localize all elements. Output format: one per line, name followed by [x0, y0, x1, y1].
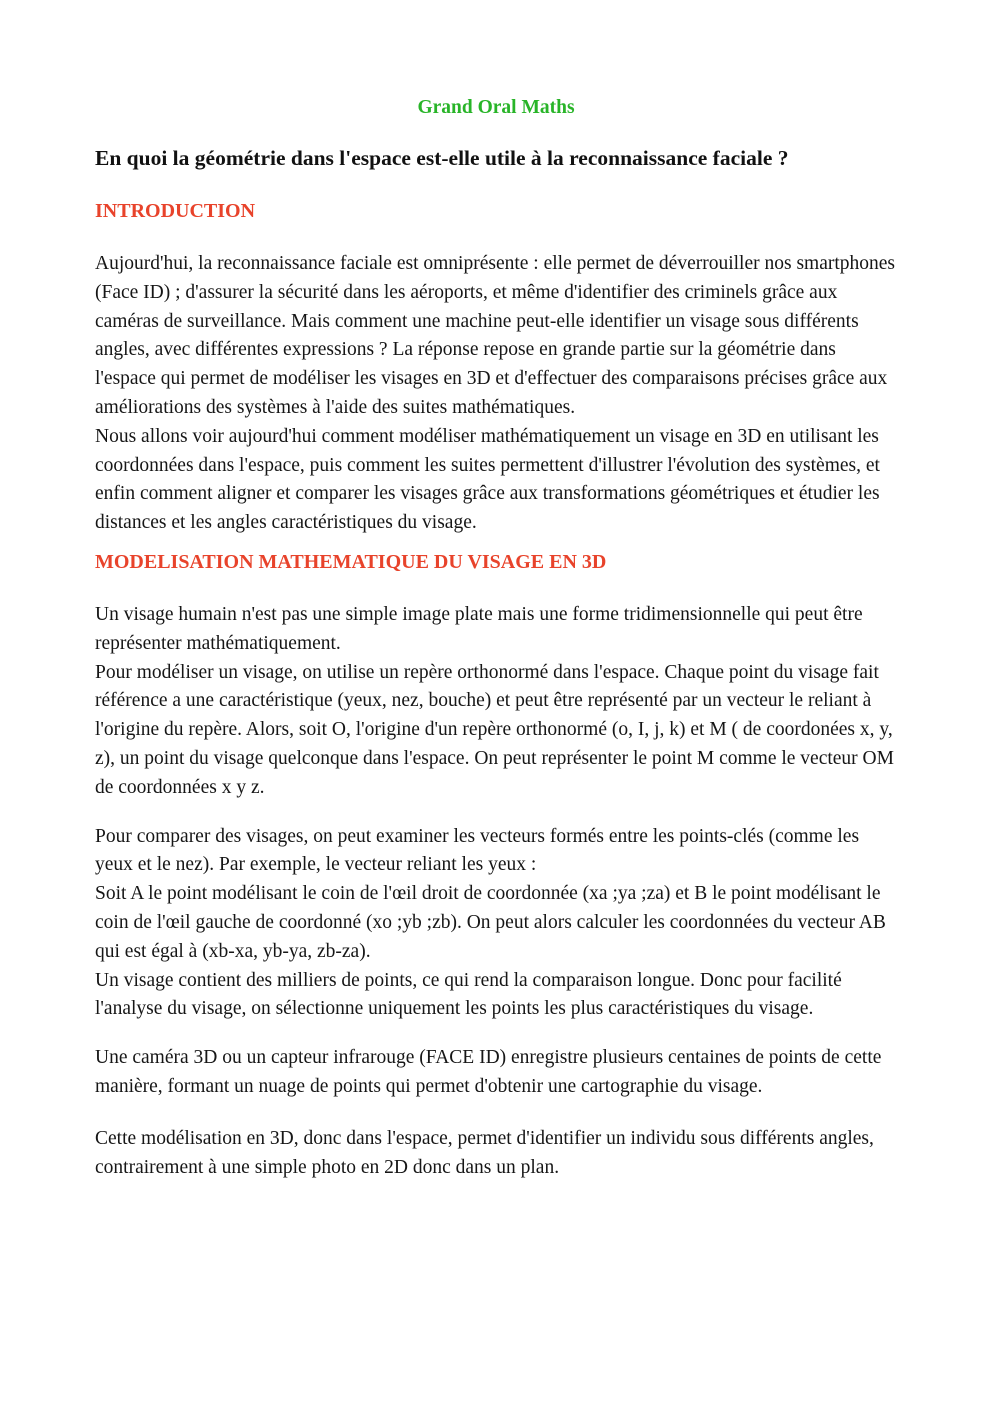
document-title: Grand Oral Maths [417, 97, 575, 118]
section-heading-introduction: INTRODUCTION [95, 200, 256, 222]
modelisation-paragraph-group-1 [95, 601, 897, 803]
paragraph: Un visage humain n'est pas une simple image plate mais une forme tridimensionnelle qui peut être représenter mathématiquement. [95, 603, 863, 654]
paragraph: Cette modélisation en 3D, donc dans l'espace, permet d'identifier un individu sous différents angles, contrairement à une simple photo en 2D donc dans un plan. [95, 1127, 874, 1178]
modelisation-paragraph-group-2 [95, 823, 897, 1025]
modelisation-paragraph-group-4 [95, 1125, 897, 1183]
paragraph: Pour comparer des visages, on peut examiner les vecteurs formés entre les points-clés (comme les yeux et le nez). Par exemple, le vecteur reliant les yeux : [95, 825, 860, 876]
research-question-heading: En quoi la géométrie dans l'espace est-elle utile à la reconnaissance faciale ? [95, 146, 789, 170]
paragraph: Soit A le point modélisant le coin de l'œil droit de coordonnée (xa ;ya ;za) et B le point modélisant le coin de l'œil gauche de coordonné (xo ;yb ;zb). On peut alors calculer les coordonnées du vecteur AB qui est égal à (xb-xa, yb-ya, zb-za). [95, 883, 886, 962]
paragraph: Une caméra 3D ou un capteur infrarouge (FACE ID) enregistre plusieurs centaines de points de cette manière, formant un nuage de points qui permet d'obtenir une cartographie du visage. [95, 1047, 882, 1097]
section-heading-modelisation: MODELISATION MATHEMATIQUE DU VISAGE EN 3D [95, 550, 607, 573]
paragraph: Un visage contient des milliers de points, ce qui rend la comparaison longue. Donc pour facilité l'analyse du visage, on sélectionne uniquement les points les plus caractéristiques du visage. [95, 969, 842, 1020]
introduction-paragraph-group [95, 250, 897, 538]
paragraph: Pour modéliser un visage, on utilise un repère orthonormé dans l'espace. Chaque point du visage fait référence a une caractéristique (yeux, nez, bouche) et peut être représenté par un vecteur le reliant à l'origine du repère. Alors, soit O, l'origine d'un repère orthonormé (o, I, j, k) et M ( de coordonées x, y, z), un point du visage quelconque dans l'espace. On peut représenter le point M comme le vecteur OM de coordonnées x y z. [95, 661, 894, 798]
paragraph: Aujourd'hui, la reconnaissance faciale est omniprésente : elle permet de déverrouiller nos smartphones (Face ID) ; d'assurer la sécurité dans les aéroports, et même d'identifier des criminels grâce aux caméras de surveillance. Mais comment une machine peut-elle identifier un visage sous différents angles, avec différentes expressions ? La réponse repose en grande partie sur la géométrie dans l'espace qui permet de modéliser les visages en 3D et d'effectuer des comparaisons précises grâce aux améliorations des systèmes à l'aide des suites mathématiques. [95, 253, 896, 418]
modelisation-paragraph-group-3 [95, 1044, 897, 1102]
paragraph: Nous allons voir aujourd'hui comment modéliser mathématiquement un visage en 3D en utilisant les coordonnées dans l'espace, puis comment les suites permettent d'illustrer l'évolution des systèmes, et enfin comment aligner et comparer les visages grâce aux transformations géométriques et étudier les distances et les angles caractéristiques du visage. [95, 425, 880, 534]
